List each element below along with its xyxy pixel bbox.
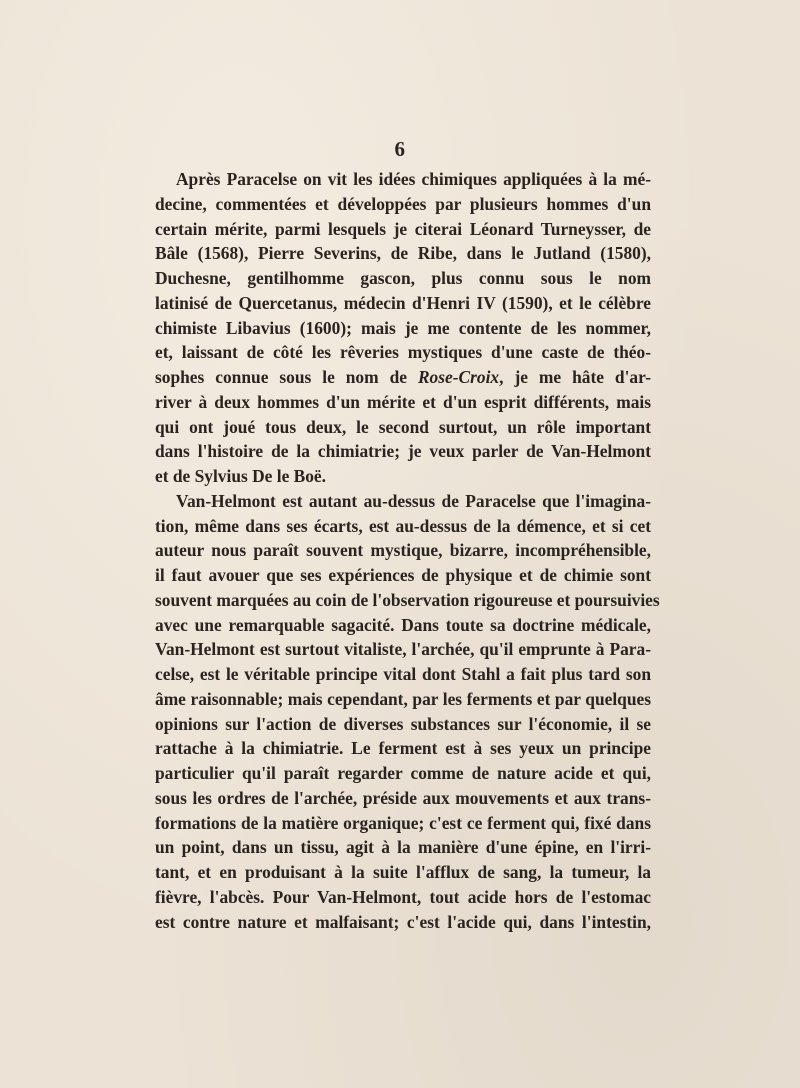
text-line: âme raisonnable; mais cependant, par les ferments et par quelques xyxy=(155,688,651,709)
page-number: 6 xyxy=(394,137,406,161)
text-line: Duchesne, gentilhomme gascon, plus connu sous le nom xyxy=(155,268,651,288)
text-line: fièvre, l'abcès. Pour Van-Helmont, tout acide hors de l'estomac xyxy=(155,886,651,907)
text-line: tant, et en produisant à la suite l'afflux de sang, la tumeur, la xyxy=(155,862,651,882)
text-line: il faut avouer que ses expériences de physique et de chimie sont xyxy=(155,565,651,585)
text-line: auteur nous paraît souvent mystique, bizarre, incompréhensible, xyxy=(155,540,651,561)
text-line: rattache à la chimiatrie. Le ferment est à ses yeux un principe xyxy=(155,738,651,759)
text-line: sous les ordres de l'archée, préside aux mouvements et aux trans- xyxy=(155,787,651,808)
text-line: et, laissant de côté les rêveries mystiques d'une caste de théo- xyxy=(155,342,651,363)
text-line: dans l'histoire de la chimiatrie; je veux parler de Van-Helmont xyxy=(155,441,651,462)
text-line: latinisé de Quercetanus, médecin d'Henri IV (1590), et le célèbre xyxy=(155,292,651,313)
text-line-segment: sophes connue sous le nom de xyxy=(155,367,418,387)
body-text xyxy=(155,167,660,934)
text-line: celse, est le véritable principe vital dont Stahl a fait plus tard son xyxy=(155,664,651,684)
text-line-segment: , je me hâte d'ar- xyxy=(499,367,651,387)
text-line: un point, dans un tissu, agit à la manière d'une épine, en l'irri- xyxy=(155,837,651,858)
text-line xyxy=(155,365,651,390)
text-line: et de Sylvius De le Boë. xyxy=(155,466,326,486)
text-line: Bâle (1568), Pierre Severins, de Ribe, dans le Jutland (1580), xyxy=(155,243,651,264)
text-line: particulier qu'il paraît regarder comme de nature acide et qui, xyxy=(155,763,651,783)
text-line: Van-Helmont est surtout vitaliste, l'archée, qu'il emprunte à Para- xyxy=(155,639,651,660)
text-line: tion, même dans ses écarts, est au-dessus de la démence, et si cet xyxy=(155,515,651,536)
text-line: est contre nature et malfaisant; c'est l'acide qui, dans l'intestin, xyxy=(155,911,651,932)
text-line: Après Paracelse on vit les idées chimiques appliquées à la mé- xyxy=(176,169,651,189)
text-line: formations de la matière organique; c'est ce ferment qui, fixé dans xyxy=(155,812,651,833)
text-line: chimiste Libavius (1600); mais je me contente de les nommer, xyxy=(155,317,651,338)
text-line: decine, commentées et développées par plusieurs hommes d'un xyxy=(155,193,651,214)
text-line: opinions sur l'action de diverses substances sur l'économie, il se xyxy=(155,713,651,734)
text-line: avec une remarquable sagacité. Dans toute sa doctrine médicale, xyxy=(155,614,651,635)
text-line: certain mérite, parmi lesquels je citerai Léonard Turneysser, de xyxy=(155,218,651,239)
text-line: Van-Helmont est autant au-dessus de Paracelse que l'imagina- xyxy=(176,490,651,511)
text-line: river à deux hommes d'un mérite et d'un esprit différents, mais xyxy=(155,391,651,412)
italic-term: Rose-Croix xyxy=(417,367,500,387)
text-line: souvent marquées au coin de l'observation rigoureuse et poursuivies xyxy=(155,589,660,610)
text-line: qui ont joué tous deux, le second surtout, un rôle important xyxy=(155,416,651,437)
